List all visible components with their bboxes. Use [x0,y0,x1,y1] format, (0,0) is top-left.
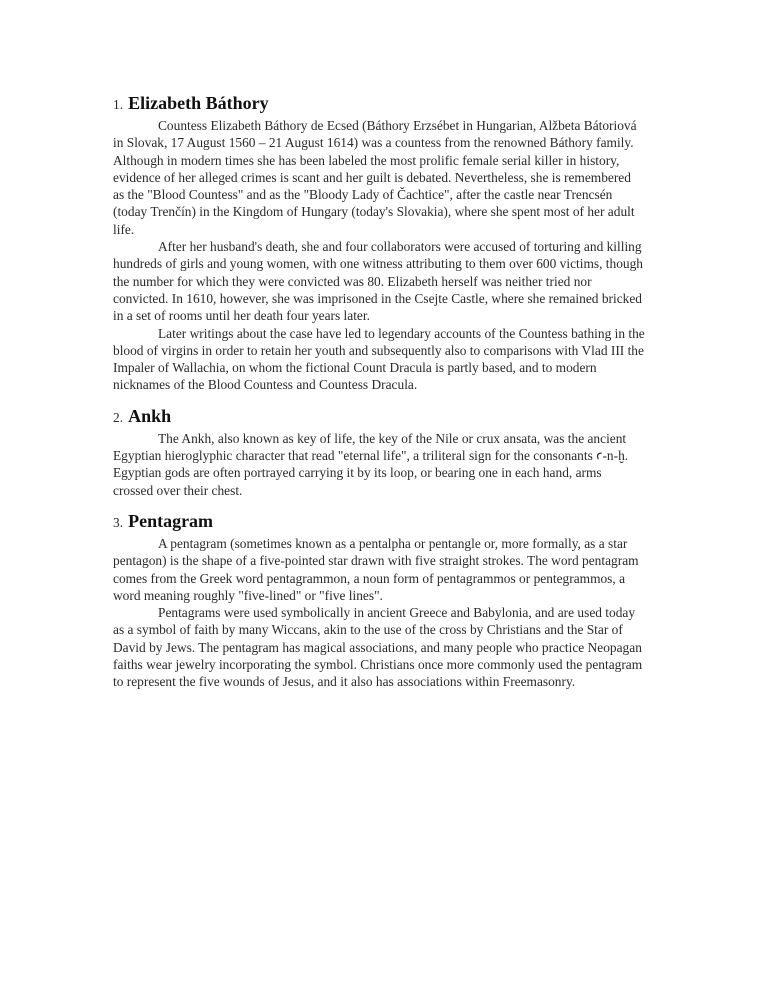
paragraph: Later writings about the case have led to legendary accounts of the Countess bathing in the blood of virgins in order to retain her youth and subsequently also to comparisons with Vlad III the Impaler of Wallachia, on whom the fictional Count Dracula is partly based, and to modern nicknames of the Blood Countess and Countess Dracula. [113,325,645,393]
paragraph: Countess Elizabeth Báthory de Ecsed (Báthory Erzsébet in Hungarian, Alžbeta Bátoriová in Slovak, 17 August 1560 – 21 August 1614) was a countess from the renowned Báthory family. Although in modern times she has been labeled the most prolific female serial killer in history, evidence of her alleged crimes is scant and her guilt is debated. Nevertheless, she is remembered as the "Blood Countess" and as the "Bloody Lady of Čachtice", after the castle near Trencsén (today Trenčín) in the Kingdom of Hungary (today's Slovakia), where she spent most of her adult life. [113,118,637,237]
section-number: 3. [113,514,124,530]
section-title: Elizabeth Báthory [128,93,269,113]
section-title: Ankh [128,405,172,426]
section-number: 2. [113,409,124,425]
section-ankh [113,405,645,499]
section-heading [113,405,645,429]
section-number: 1. [113,97,124,112]
section-title: Pentagram [128,510,214,531]
document-page [113,92,645,691]
section-elizabeth-bathory [113,92,645,394]
paragraph: After her husband's death, she and four collaborators were accused of torturing and killing hundreds of girls and young women, with one witness attributing to them over 600 victims, though the number for which they were convicted was 80. Elizabeth herself was neither tried nor convicted. In 1610, however, she was imprisoned in the Csejte Castle, where she remained bricked in a set of rooms until her death four years later. [113,239,643,324]
section-heading [113,510,645,534]
section-pentagram [113,510,645,691]
paragraph: A pentagram (sometimes known as a pentalpha or pentangle or, more formally, as a star pentagon) is the shape of a five-pointed star drawn with five straight strokes. The word pentagram comes from the Greek word pentagrammon, a noun form of pentagrammos or pentegrammos, a word meaning roughly "five-lined" or "five lines". [113,535,639,603]
section-heading [113,92,645,116]
paragraph: Pentagrams were used symbolically in ancient Greece and Babylonia, and are used today as a symbol of faith by many Wiccans, akin to the use of the cross by Christians and the Star of David by Jews. The pentagram has magical associations, and many people who practice Neopagan faiths wear jewelry incorporating the symbol. Christians once more commonly used the pentagram to represent the five wounds of Jesus, and it also has associations within Freemasonry. [113,605,643,690]
paragraph: The Ankh, also known as key of life, the key of the Nile or crux ansata, was the ancient Egyptian hieroglyphic character that read "eternal life", a triliteral sign for the consonants ꜥ-n-ḫ. Egyptian gods are often portrayed carrying it by its loop, or bearing one in each hand, arms crossed over their chest. [113,430,629,498]
